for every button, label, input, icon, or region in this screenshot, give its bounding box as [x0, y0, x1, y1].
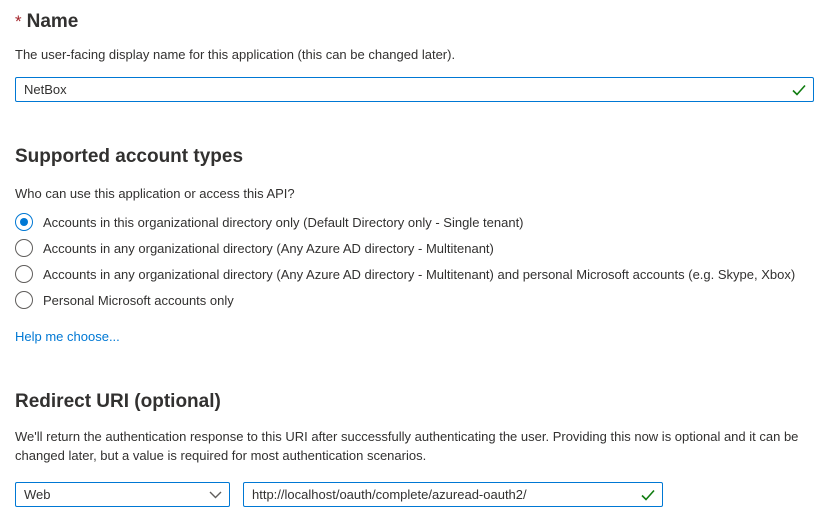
radio-option-label: Personal Microsoft accounts only	[43, 292, 234, 308]
radio-option-label: Accounts in any organizational directory (Any Azure AD directory - Multitenant) and personal Microsoft accounts (e.g. Skype, Xbox)	[43, 266, 796, 282]
radio-button-icon[interactable]	[15, 265, 33, 283]
radio-button-icon[interactable]	[15, 213, 33, 231]
platform-select-value: Web	[24, 487, 51, 502]
radio-option-label: Accounts in any organizational directory (Any Azure AD directory - Multitenant)	[43, 240, 494, 256]
required-asterisk: *	[15, 12, 22, 31]
redirect-uri-description: We'll return the authentication response to this URI after successfully authenticating the user. Providing this now is optional and it can be changed later, but a value is required for most authentication scenarios.	[15, 429, 799, 463]
account-types-question: Who can use this application or access this API?	[15, 186, 295, 201]
account-types-title: Supported account types	[15, 146, 244, 167]
redirect-uri-section	[15, 390, 814, 507]
radio-option-multitenant-personal[interactable]	[15, 261, 814, 287]
account-types-radio-group	[15, 209, 814, 313]
redirect-uri-input-container	[243, 482, 663, 507]
radio-button-icon[interactable]	[15, 291, 33, 309]
redirect-uri-input[interactable]	[243, 482, 663, 507]
name-section-title	[15, 10, 814, 34]
radio-button-icon[interactable]	[15, 239, 33, 257]
redirect-uri-title: Redirect URI (optional)	[15, 391, 221, 412]
supported-account-types-section	[15, 145, 814, 346]
name-title-text: Name	[26, 11, 79, 32]
name-input-container	[15, 77, 814, 102]
chevron-down-icon	[209, 491, 222, 499]
radio-option-personal-only[interactable]	[15, 287, 814, 313]
name-section	[15, 10, 814, 102]
redirect-uri-row	[15, 482, 814, 507]
name-input[interactable]	[15, 77, 814, 102]
platform-select[interactable]	[15, 482, 230, 507]
radio-option-multitenant[interactable]	[15, 235, 814, 261]
help-me-choose-link[interactable]: Help me choose...	[15, 329, 120, 344]
radio-option-single-tenant[interactable]	[15, 209, 814, 235]
radio-option-label: Accounts in this organizational directory only (Default Directory only - Single tenant)	[43, 214, 524, 230]
name-description: The user-facing display name for this application (this can be changed later).	[15, 47, 456, 62]
